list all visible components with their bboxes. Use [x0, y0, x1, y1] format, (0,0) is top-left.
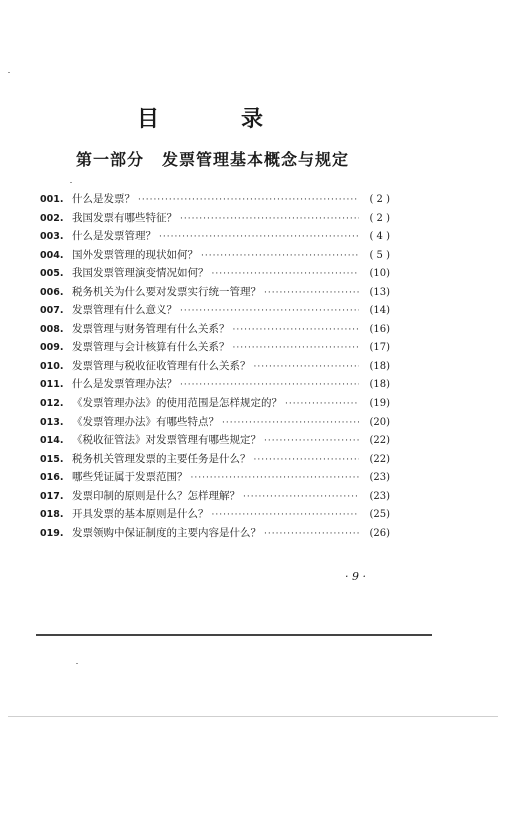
entry-number: 017. [40, 490, 64, 502]
toc-entry [40, 376, 390, 395]
entry-number: 016. [40, 472, 64, 484]
part-title: 发票管理基本概念与规定 [162, 150, 350, 169]
entry-title: 发票领购中保证制度的主要内容是什么？ [72, 526, 261, 539]
entry-number: 003. [40, 231, 64, 243]
toc-entry [40, 451, 390, 470]
entry-title: 什么是发票管理？ [72, 230, 156, 243]
part-number: 第一部分 [76, 150, 145, 169]
scan-speck [8, 72, 10, 73]
entry-number: 009. [40, 342, 64, 354]
entry-page: (18) [369, 379, 390, 391]
entry-page: (19) [369, 398, 390, 410]
toc-entry [40, 339, 390, 358]
dot-leader [180, 380, 359, 390]
scan-speck [76, 663, 78, 664]
entry-page: (18) [369, 360, 390, 372]
entry-page: (17) [369, 342, 390, 354]
entry-title: 我国发票有哪些特征？ [72, 211, 177, 224]
entry-page: (20) [369, 416, 390, 428]
scan-speck [70, 182, 72, 183]
entry-number: 018. [40, 509, 64, 521]
entry-number: 004. [40, 249, 64, 261]
entry-page: (22) [369, 453, 390, 465]
entry-title: 《发票管理办法》有哪些特点？ [72, 415, 219, 428]
page-number: · 9 · [345, 570, 366, 583]
entry-page: (13) [369, 286, 390, 298]
entry-page: (26) [369, 527, 390, 539]
dot-leader [180, 214, 359, 224]
toc-entry [40, 525, 390, 544]
dot-leader [264, 288, 359, 298]
dot-leader [233, 325, 360, 335]
dot-leader [264, 436, 359, 446]
dot-leader [254, 362, 360, 372]
toc-list [40, 191, 390, 543]
dot-leader [222, 418, 359, 428]
dot-leader [159, 232, 359, 242]
entry-title: 发票管理与会计核算有什么关系？ [72, 341, 230, 354]
entry-number: 015. [40, 453, 64, 465]
entry-number: 002. [40, 212, 64, 224]
toc-entry [40, 228, 390, 247]
entry-number: 014. [40, 435, 64, 447]
entry-title: 哪些凭证属于发票范围？ [72, 471, 188, 484]
entry-number: 019. [40, 527, 64, 539]
toc-entry [40, 247, 390, 266]
entry-page: (16) [369, 323, 390, 335]
entry-title: 发票管理有什么意义？ [72, 304, 177, 317]
entry-page: (22) [369, 435, 390, 447]
entry-title: 发票印制的原则是什么？怎样理解？ [72, 489, 240, 502]
toc-entry [40, 210, 390, 229]
toc-entry [40, 469, 390, 488]
entry-title: 开具发票的基本原则是什么？ [72, 508, 209, 521]
entry-title: 《发票管理办法》的使用范围是怎样规定的？ [72, 397, 282, 410]
dot-leader [254, 455, 360, 465]
toc-entry [40, 488, 390, 507]
toc-entry [40, 265, 390, 284]
entry-page: ( 2 ) [369, 212, 390, 224]
dot-leader [191, 473, 360, 483]
entry-page: (25) [369, 509, 390, 521]
dot-leader [212, 510, 360, 520]
entry-title: 国外发票管理的现状如何？ [72, 248, 198, 261]
toc-entry [40, 321, 390, 340]
footer-rule [36, 634, 432, 636]
entry-number: 013. [40, 416, 64, 428]
entry-page: (10) [369, 268, 390, 280]
entry-title: 税务机关管理发票的主要任务是什么？ [72, 452, 251, 465]
entry-title: 什么是发票管理办法？ [72, 378, 177, 391]
entry-number: 005. [40, 268, 64, 280]
entry-number: 001. [40, 194, 64, 205]
toc-entry [40, 414, 390, 433]
dot-leader [201, 251, 359, 261]
dot-leader [285, 399, 359, 409]
entry-number: 012. [40, 398, 64, 410]
entry-number: 006. [40, 286, 64, 298]
entry-page: ( 5 ) [369, 249, 390, 261]
entry-number: 007. [40, 305, 64, 317]
dot-leader [212, 269, 360, 279]
entry-title: 我国发票管理演变情况如何？ [72, 267, 209, 280]
toc-entry [40, 506, 390, 525]
entry-title: 税务机关为什么要对发票实行统一管理？ [72, 285, 261, 298]
scan-edge-line [8, 716, 498, 717]
entry-number: 010. [40, 360, 64, 372]
part-heading [76, 147, 349, 170]
entry-page: (23) [369, 472, 390, 484]
entry-number: 011. [40, 379, 64, 391]
dot-leader [233, 343, 360, 353]
dot-leader [243, 492, 359, 502]
toc-entry [40, 191, 390, 210]
entry-title: 发票管理与税收征收管理有什么关系？ [72, 359, 251, 372]
dot-leader [180, 306, 359, 316]
entry-number: 008. [40, 323, 64, 335]
entry-title: 什么是发票？ [72, 193, 135, 205]
dot-leader [264, 529, 359, 539]
entry-title: 发票管理与财务管理有什么关系？ [72, 322, 230, 335]
entry-title: 《税收征管法》对发票管理有哪些规定？ [72, 434, 261, 447]
entry-page: (14) [369, 305, 390, 317]
toc-entry [40, 302, 390, 321]
entry-page: ( 2 ) [369, 194, 390, 205]
toc-entry [40, 395, 390, 414]
dot-leader [138, 195, 359, 205]
entry-page: ( 4 ) [369, 231, 390, 243]
toc-entry [40, 432, 390, 451]
toc-entry [40, 358, 390, 377]
page-title: 目 录 [136, 106, 293, 132]
toc-entry [40, 284, 390, 303]
entry-page: (23) [369, 490, 390, 502]
